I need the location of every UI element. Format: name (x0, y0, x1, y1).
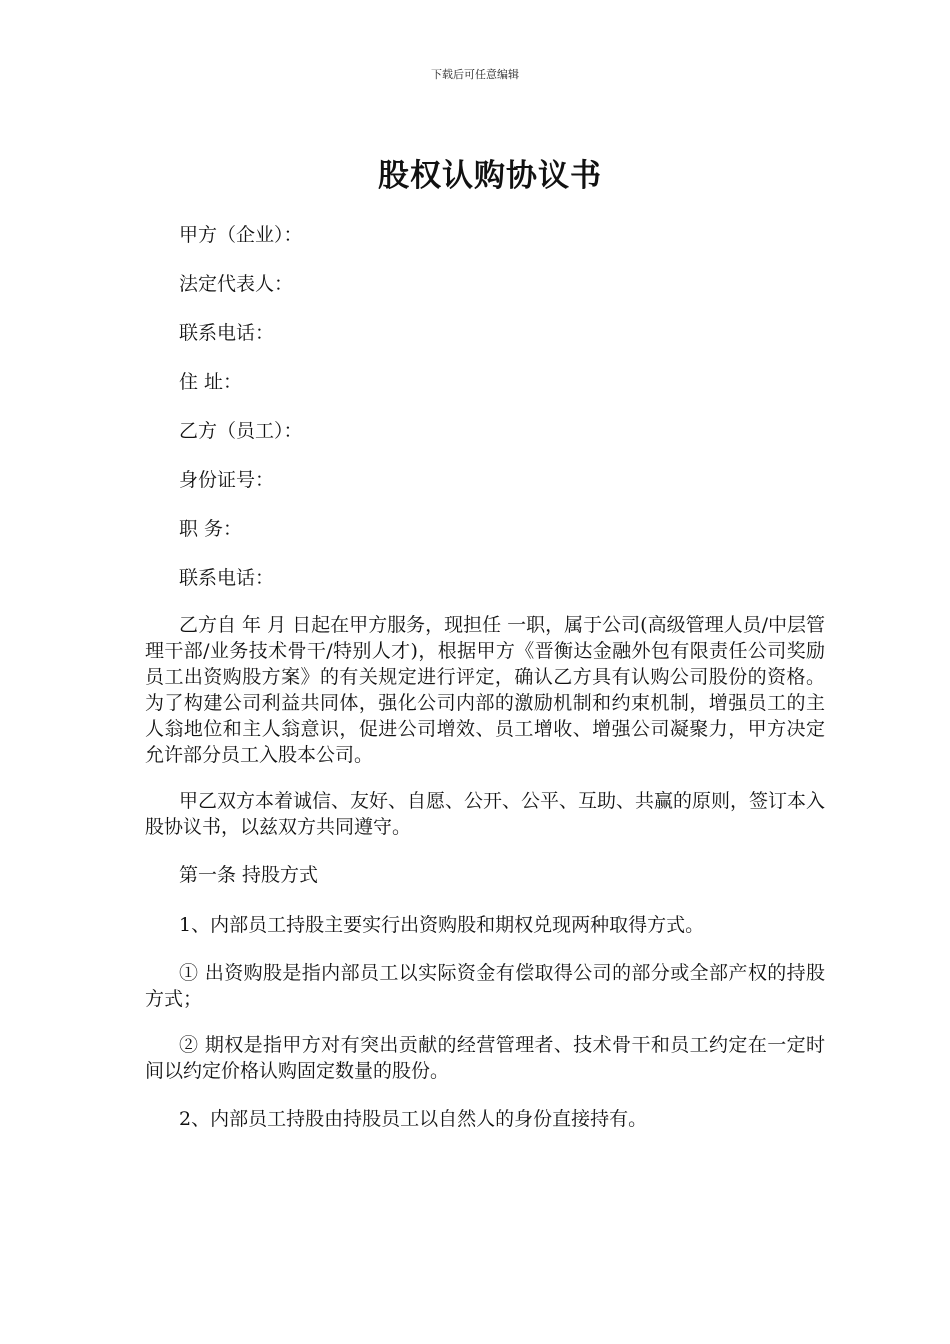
paragraph-background: 乙方自 年 月 日起在甲方服务，现担任 一职，属于公司(高级管理人员/中层管理干部/业务技术骨干/特别人才)，根据甲方《晋衡达金融外包有限责任公司奖励员工出资购股方案》的有关规定进行评定，确认乙方具有认购公司股份的资格。为了构建公司利益共同体，强化公司内部的激励机制和约束机制，增强员工的主人翁地位和主人翁意识，促进公司增效、员工增收、增强公司凝聚力，甲方决定允许部分员工入股本公司。 (145, 614, 825, 766)
document-body (145, 220, 825, 1154)
field-legal-representative: 法定代表人： (179, 273, 294, 295)
paragraph-item-1a: ① 出资购股是指内部员工以实际资金有偿取得公司的部分或全部产权的持股方式； (145, 962, 825, 1010)
field-party-b: 乙方（员工）： (179, 420, 303, 442)
field-party-b-phone: 联系电话： (179, 567, 275, 589)
paragraph-item-2: 2、内部员工持股由持股员工以自然人的身份直接持有。 (179, 1108, 648, 1130)
paragraph-item-1b: ② 期权是指甲方对有突出贡献的经营管理者、技术骨干和员工约定在一定时间以约定价格认购固定数量的股份。 (145, 1034, 825, 1082)
field-party-a-phone: 联系电话： (179, 322, 275, 344)
field-party-a: 甲方（企业）： (179, 224, 303, 246)
header-note: 下载后可任意编辑 (431, 68, 519, 81)
paragraph-item-1: 1、内部员工持股主要实行出资购股和期权兑现两种取得方式。 (179, 914, 705, 936)
document-title: 股权认购协议书 (378, 158, 602, 194)
paragraph-principles: 甲乙双方本着诚信、友好、自愿、公开、公平、互助、共赢的原则，签订本入股协议书，以兹双方共同遵守。 (145, 790, 826, 838)
field-address: 住 址： (179, 371, 243, 393)
field-id-number: 身份证号： (179, 469, 275, 491)
field-position: 职 务： (179, 518, 243, 540)
article-one-heading: 第一条 持股方式 (179, 864, 319, 886)
